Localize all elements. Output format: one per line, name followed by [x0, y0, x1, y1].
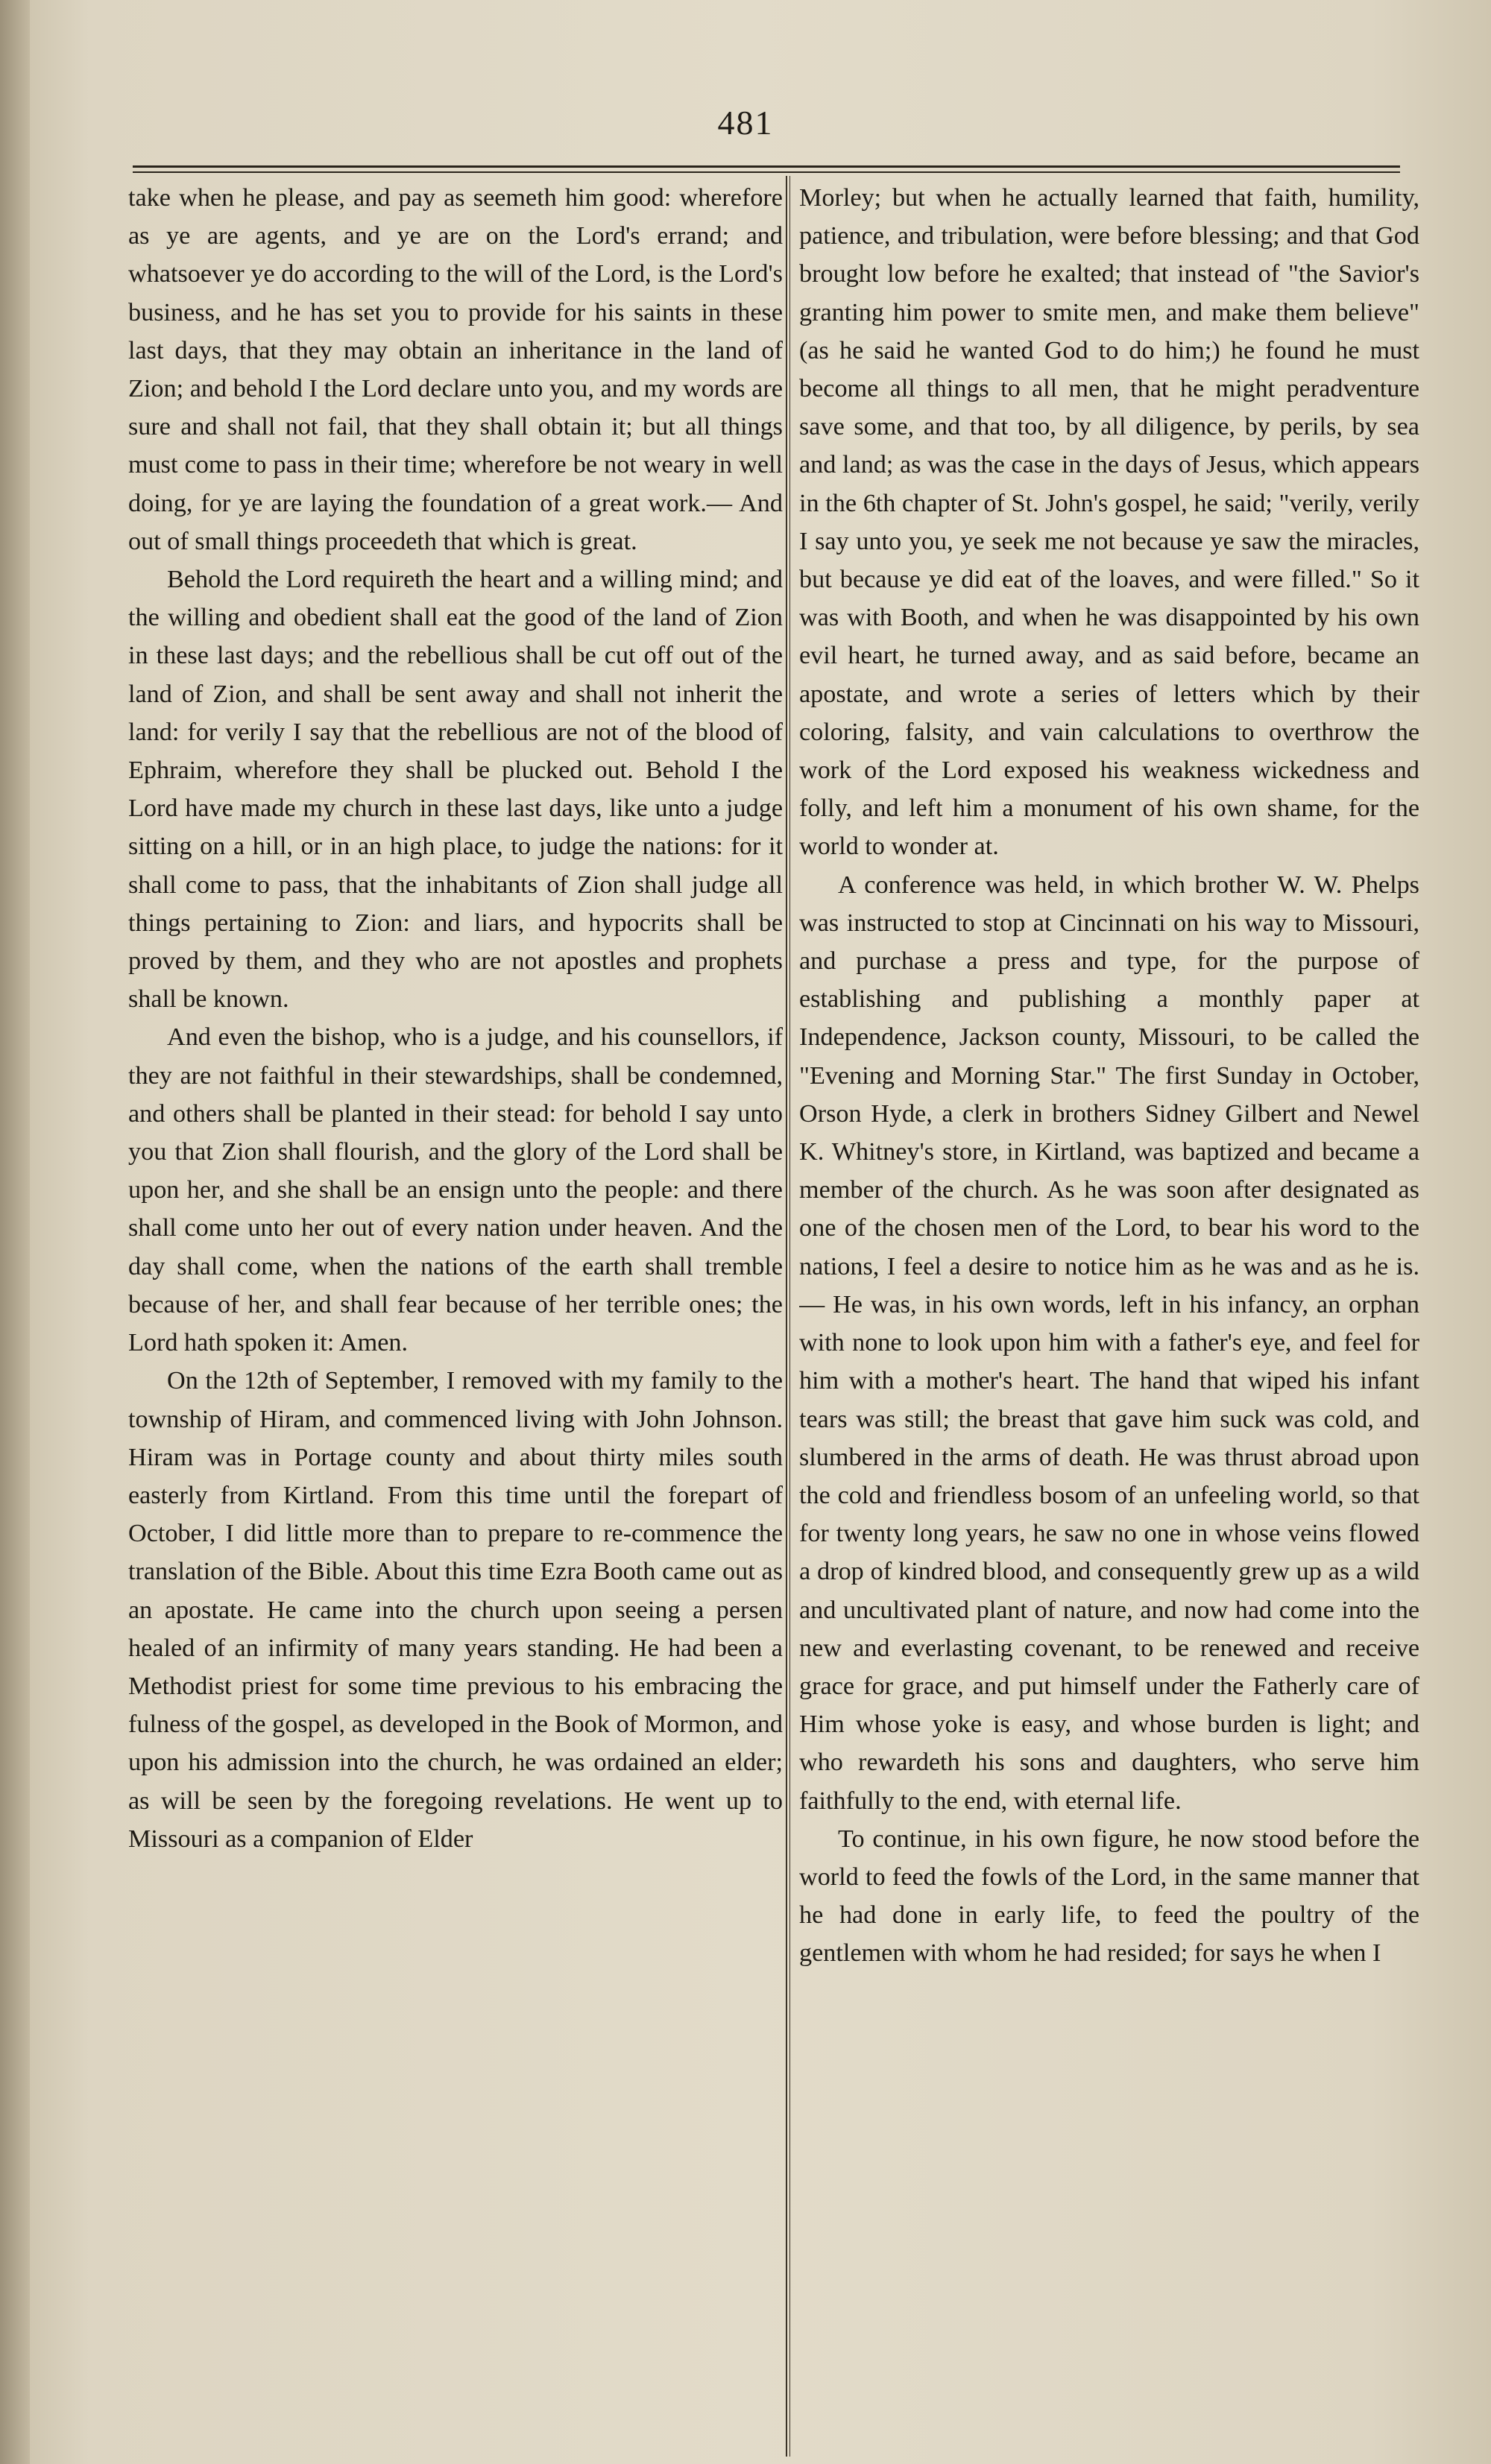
binding-edge: [0, 0, 30, 2464]
paragraph: take when he please, and pay as seemeth him good: wherefore as ye are agents, and ye are on the Lord's errand; and whatsoever ye do according to the will of the Lord, is the Lord's business, and he has set you to provide for his saints in these last days, that they may obtain an inheritance in the land of Zion; and behold I the Lord declare unto you, and my words are sure and shall not fail, that they shall obtain it; but all things must come to pass in their time; wherefore be not weary in well doing, for ye are laying the foundation of a great work.— And out of small things proceedeth that which is great.: [128, 184, 783, 555]
left-column: [128, 179, 783, 2430]
header-rule-thin: [133, 171, 1400, 173]
column-divider: [786, 176, 787, 2457]
paragraph: To continue, in his own figure, he now stood before the world to feed the fowls of the Lord, in the same manner that he had done in early life, to feed the poultry of the gentlemen with whom he had resided; for says he when I: [799, 1825, 1419, 1968]
page-number: 481: [717, 104, 774, 142]
paragraph: And even the bishop, who is a judge, and his counsellors, if they are not faithful in their stewardships, shall be condemned, and others shall be planted in their stead: for behold I say unto you that Zion shall flourish, and the glory of the Lord shall be upon her, and she shall be an ensign unto the people: and there shall come unto her out of every nation under heaven. And the day shall come, when the nations of the earth shall tremble because of her, and shall fear because of her terrible ones; the Lord hath spoken it: Amen.: [128, 1023, 783, 1357]
column-divider-thin: [789, 176, 790, 2457]
paragraph: Behold the Lord requireth the heart and a willing mind; and the willing and obedient shall eat the good of the land of Zion in these last days; and the rebellious shall be cut off out of the land of Zion, and shall be sent away and shall not inherit the land: for verily I say that the rebellious are not of the blood of Ephraim, wherefore they shall be plucked out. Behold I the Lord have made my church in these last days, like unto a judge sitting on a hill, or in an high place, to judge the nations: for it shall come to pass, that the inhabitants of Zion shall judge all things pertaining to Zion: and liars, and hypocrits shall be proved by them, and they who are not apostles and prophets shall be known.: [128, 566, 783, 1014]
paragraph: On the 12th of September, I removed with my family to the township of Hiram, and commenced living with John Johnson. Hiram was in Portage county and about thirty miles south easterly from Kirtland. From this time until the forepart of October, I did little more than to prepare to re-commence the translation of the Bible. About this time Ezra Booth came out as an apostate. He came into the church upon seeing a persen healed of an infirmity of many years standing. He had been a Methodist priest for some time previous to his embracing the fulness of the gospel, as developed in the Book of Mormon, and upon his admission into the church, he was ordained an elder; as will be seen by the foregoing revelations. He went up to Missouri as a companion of Elder: [128, 1367, 783, 1853]
header-rule: [133, 165, 1400, 168]
paragraph: A conference was held, in which brother W. W. Phelps was instructed to stop at Cincinnati on his way to Missouri, and purchase a press and type, for the purpose of establishing and publishing a monthly paper at Independence, Jackson county, Missouri, to be called the "Evening and Morning Star." The first Sunday in October, Orson Hyde, a clerk in brothers Sidney Gilbert and Newel K. Whitney's store, in Kirtland, was baptized and became a member of the church. As he was soon after designated as one of the chosen men of the Lord, to bear his word to the nations, I feel a desire to notice him as he was and as he is.— He was, in his own words, left in his infancy, an orphan with none to look upon him with a father's eye, and feel for him with a mother's heart. The hand that wiped his infant tears was still; the breast that gave him suck was cold, and slumbered in the arms of death. He was thrust abroad upon the cold and friendless bosom of an unfeeling world, so that for twenty long years, he saw no one in whose veins flowed a drop of kindred blood, and consequently grew up as a wild and uncultivated plant of nature, and now had come into the new and everlasting covenant, to be renewed and receive grace for grace, and put himself under the Fatherly care of Him whose yoke is easy, and whose burden is light; and who rewardeth his sons and daughters, who serve him faithfully to the end, with eternal life.: [799, 871, 1419, 1815]
right-column: [799, 179, 1419, 2430]
paragraph: Morley; but when he actually learned that faith, humility, patience, and tribulation, were before blessing; and that God brought low before he exalted; that instead of "the Savior's granting him power to smite men, and make them believe" (as he said he wanted God to do him;) he found he must become all things to all men, that he might peradventure save some, and that too, by all diligence, by perils, by sea and land; as was the case in the days of Jesus, which appears in the 6th chapter of St. John's gospel, he said; "verily, verily I say unto you, ye seek me not because ye saw the miracles, but because ye did eat of the loaves, and were filled." So it was with Booth, and when he was disappointed by his own evil heart, he turned away, and as said before, became an apostate, and wrote a series of letters which by their coloring, falsity, and vain calculations to overthrow the work of the Lord exposed his weakness wickedness and folly, and left him a monument of his own shame, for the world to wonder at.: [799, 184, 1419, 861]
